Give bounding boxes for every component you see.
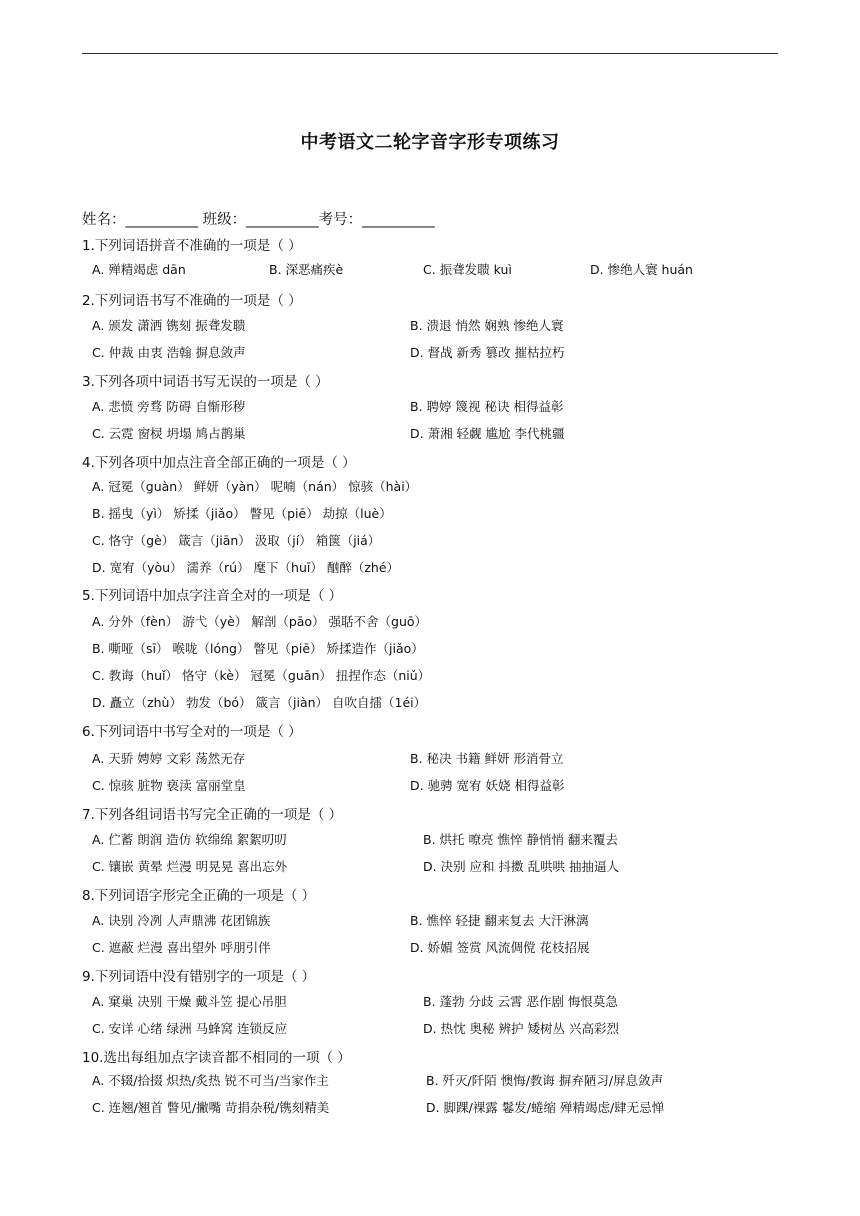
question-4-option-b: B. 摇曳（yì） 矫揉（jiǎo） 瞥见（piē） 劫掠（luè） xyxy=(92,506,392,521)
question-5-option-c: C. 教诲（huǐ） 恪守（kè） 冠冕（guān） 扭捏作态（niǔ） xyxy=(92,668,431,683)
question-4-option-c: C. 恪守（gè） 箴言（jiān） 汲取（jí） 箱箧（jiá） xyxy=(92,533,381,548)
question-10-option-d: D. 脚踝/裸露 鬈发/蜷缩 殚精竭虑/肆无忌惮 xyxy=(426,1100,665,1115)
question-8-option-c: C. 遮蔽 烂漫 喜出望外 呼朋引伴 xyxy=(92,940,271,955)
question-7-option-a: A. 伫蓄 朗润 造仿 软绵绵 絮絮叨叨 xyxy=(92,832,287,847)
question-9-option-b: B. 蓬勃 分歧 云霄 恶作剧 悔恨莫急 xyxy=(423,994,618,1009)
question-9-stem: 9.下列词语中没有错别字的一项是（ ） xyxy=(82,969,316,985)
question-5-stem: 5.下列词语中加点字注音全对的一项是（ ） xyxy=(82,588,343,604)
question-1-stem: 1.下列词语拼音不准确的一项是（ ） xyxy=(82,238,302,254)
question-8-option-d: D. 娇媚 签赏 风流倜傥 花枝招展 xyxy=(410,940,590,955)
question-6-option-c: C. 惊骇 脏物 亵渎 富丽堂皇 xyxy=(92,778,246,793)
question-1-option-c: C. 振聋发聩 kuì xyxy=(423,262,512,277)
question-2-option-c: C. 仲裁 由衷 浩翰 摒息敛声 xyxy=(92,345,246,360)
question-7-option-b: B. 烘托 嘹亮 憔悴 静悄悄 翻来覆去 xyxy=(423,832,618,847)
student-info-line: 姓名：__________ 班级：__________考号：__________ xyxy=(82,212,435,228)
question-9-option-d: D. 热忱 奥秘 辨护 矮树丛 兴高彩烈 xyxy=(423,1021,619,1036)
question-6-option-d: D. 驰骋 宽宥 妖娆 相得益彰 xyxy=(410,778,565,793)
question-9-option-c: C. 安详 心绪 绿洲 马蜂窝 连锁反应 xyxy=(92,1021,288,1036)
question-1-option-a: A. 殚精竭虑 dān xyxy=(92,262,186,277)
question-4-option-d: D. 宽宥（yòu） 濡养（rú） 麾下（huī） 酗醉（zhé） xyxy=(92,560,400,575)
question-9-option-a: A. 窠巢 决别 干燥 戴斗笠 提心吊胆 xyxy=(92,994,287,1009)
question-2-option-a: A. 颁发 潇洒 镌刻 振聋发聩 xyxy=(92,318,246,333)
question-3-option-d: D. 萧湘 轻觑 尴尬 李代桃疆 xyxy=(410,426,565,441)
page-title: 中考语文二轮字音字形专项练习 xyxy=(300,132,560,153)
question-10-option-b: B. 歼灭/阡陌 懊悔/教诲 摒弃陋习/屏息敛声 xyxy=(426,1073,664,1088)
question-3-stem: 3.下列各项中词语书写无误的一项是（ ） xyxy=(82,374,329,390)
question-2-option-b: B. 溃退 悄然 娴熟 惨绝人寰 xyxy=(410,318,564,333)
question-3-option-b: B. 聘婷 篾视 秘诀 相得益彰 xyxy=(410,399,564,414)
question-4-option-a: A. 冠冕（guàn） 鲜妍（yàn） 呢喃（nán） 惊骇（hài） xyxy=(92,479,418,494)
question-2-stem: 2.下列词语书写不准确的一项是（ ） xyxy=(82,293,302,309)
question-6-option-a: A. 天骄 娉婷 文彩 荡然无存 xyxy=(92,751,246,766)
question-2-option-d: D. 督战 新秀 篡改 摧枯拉朽 xyxy=(410,345,565,360)
question-3-option-c: C. 云霓 窗棂 坍塌 鸠占鹊巢 xyxy=(92,426,246,441)
question-7-stem: 7.下列各组词语书写完全正确的一项是（ ） xyxy=(82,807,343,823)
question-5-option-a: A. 分外（fèn） 游弋（yè） 解剖（pāo） 强聒不舍（guō） xyxy=(92,614,428,629)
question-6-stem: 6.下列词语中书写全对的一项是（ ） xyxy=(82,724,302,740)
question-3-option-a: A. 悲愤 旁骛 防碍 自惭形秽 xyxy=(92,399,246,414)
question-6-option-b: B. 秘决 书籍 鲜妍 形消骨立 xyxy=(410,751,564,766)
question-8-option-b: B. 憔悴 轻捷 翻来复去 大汗淋漓 xyxy=(410,913,589,928)
question-7-option-c: C. 镶嵌 黄晕 烂漫 明晃晃 喜出忘外 xyxy=(92,859,288,874)
question-5-option-b: B. 嘶哑（sī） 喉咙（lóng） 瞥见（piē） 矫揉造作（jiǎo） xyxy=(92,641,424,656)
question-8-stem: 8.下列词语字形完全正确的一项是（ ） xyxy=(82,888,316,904)
header-rule xyxy=(82,53,778,54)
question-10-option-a: A. 不辍/拾掇 炽热/炙热 锐不可当/当家作主 xyxy=(92,1073,329,1088)
question-4-stem: 4.下列各项中加点注音全部正确的一项是（ ） xyxy=(82,455,356,471)
question-10-stem: 10.选出每组加点字读音都不相同的一项（ ） xyxy=(82,1050,351,1066)
question-8-option-a: A. 诀别 冷冽 人声鼎沸 花团锦族 xyxy=(92,913,271,928)
question-1-option-d: D. 惨绝人寰 huán xyxy=(590,262,693,277)
question-10-option-c: C. 连翘/翘首 瞥见/撇嘴 苛捐杂税/镌刻精美 xyxy=(92,1100,330,1115)
question-7-option-d: D. 决别 应和 抖擞 乱哄哄 抽抽逼人 xyxy=(423,859,619,874)
question-1-option-b: B. 深恶痛疾è xyxy=(269,262,344,277)
question-5-option-d: D. 矗立（zhù） 勃发（bó） 箴言（jiàn） 自吹自擂（1éi） xyxy=(92,695,427,710)
